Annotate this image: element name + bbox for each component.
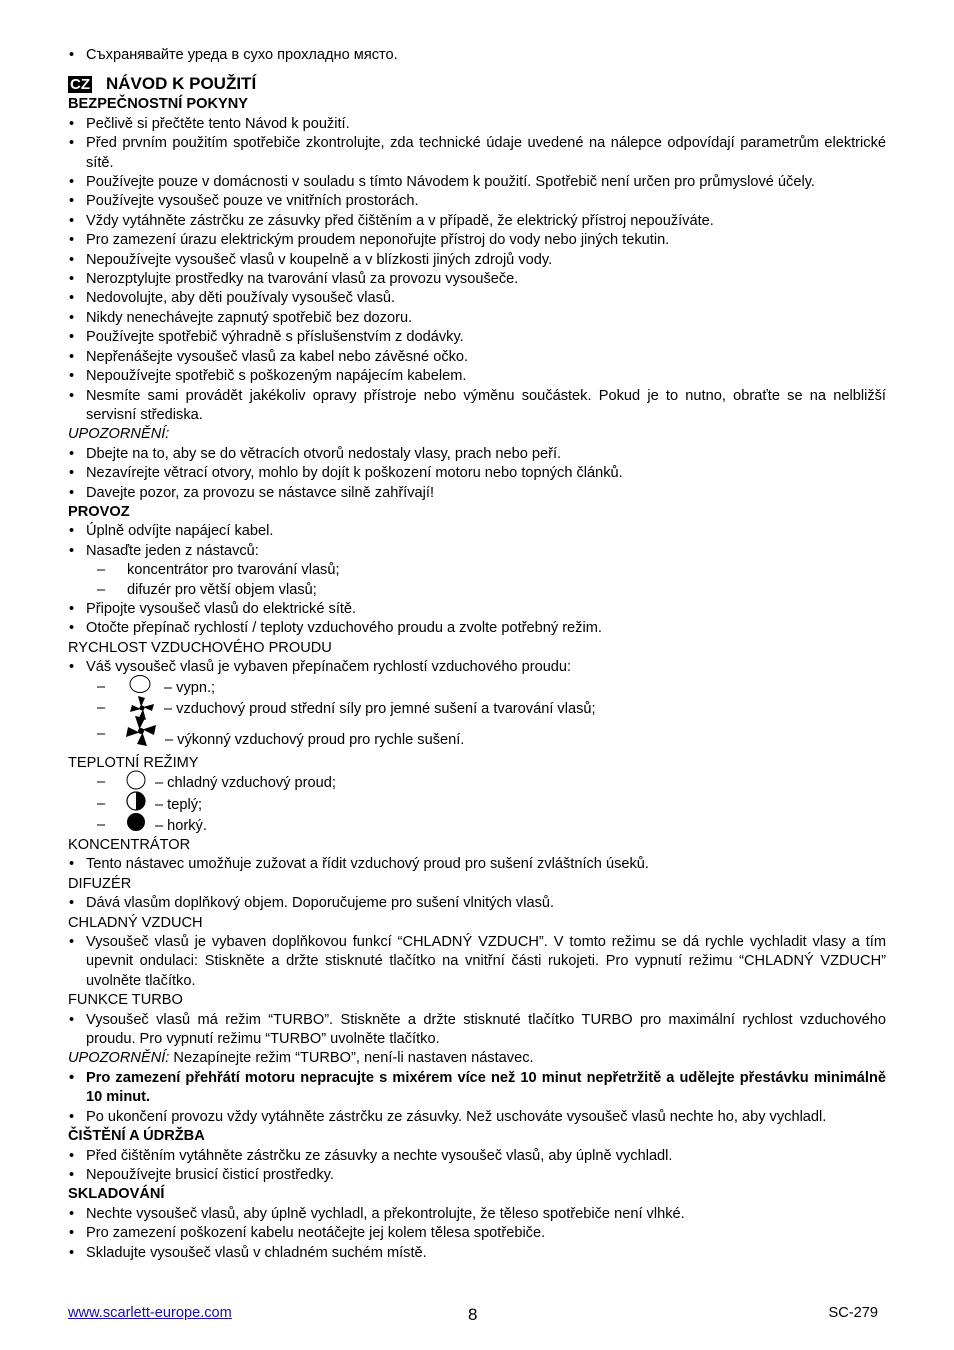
language-badge: CZ bbox=[70, 75, 90, 93]
option-label: – – výkonný vzduchový proud pro rychle sušení. bbox=[165, 731, 465, 748]
page-footer bbox=[68, 1304, 886, 1326]
safety-list bbox=[68, 115, 886, 426]
note-label: UPOZORNĚNÍ: bbox=[68, 1050, 170, 1067]
list-item: • Používejte vysoušeč pouze ve vnitřních prostorách. bbox=[68, 192, 886, 211]
list-item: • Připojte vysoušeč vlasů do elektrické sítě. bbox=[68, 600, 886, 619]
list-item: • Nepřenášejte vysoušeč vlasů za kabel nebo závěsné očko. bbox=[68, 348, 886, 367]
turbo-heading: FUNKCE TURBO bbox=[68, 992, 183, 1009]
operation-heading: PROVOZ bbox=[68, 503, 130, 520]
list-item: • Pro zamezení poškození kabelu neotáčejte jej kolem tělesa spotřebiče. bbox=[68, 1224, 886, 1243]
list-item: • Nerozptylujte prostředky na tvarování vlasů za provozu vysoušeče. bbox=[68, 270, 886, 289]
off-circle-icon bbox=[129, 674, 151, 694]
storage-heading: SKLADOVÁNÍ bbox=[68, 1186, 165, 1203]
large-fan-icon bbox=[125, 715, 157, 747]
option-label: – – teplý; bbox=[155, 797, 203, 813]
list-item: • Používejte spotřebič výhradně s příslušenstvím z dodávky. bbox=[68, 328, 886, 347]
temp-option bbox=[68, 795, 886, 816]
list-item: • Nepoužívejte spotřebič s poškozeným napájecím kabelem. bbox=[68, 367, 886, 386]
full-circle-icon bbox=[126, 811, 148, 833]
list-item: • Davejte pozor, za provozu se nástavce silně zahřívají! bbox=[68, 484, 886, 503]
turbo-note bbox=[68, 1049, 886, 1068]
warning-label: UPOZORNĚNÍ: bbox=[68, 426, 170, 443]
option-label: – – horký. bbox=[155, 818, 207, 834]
speed-heading: RYCHLOST VZDUCHOVÉHO PROUDU bbox=[68, 639, 332, 656]
list-item: • Nasaďte jeden z nástavců: bbox=[68, 542, 886, 561]
safety-heading: BEZPEČNOSTNÍ POKYNY bbox=[68, 96, 249, 113]
temp-option bbox=[68, 816, 886, 836]
note-text: Nezapínejte režim “TURBO”, není-li nastaven nástavec. bbox=[169, 1050, 534, 1067]
list-item: • Nepoužívejte brusicí čisticí prostředky. bbox=[68, 1166, 886, 1185]
section-title bbox=[68, 73, 886, 95]
list-item: • Pečlivě si přečtěte tento Návod k použití. bbox=[68, 115, 886, 134]
option-label: – – vzduchový proud střední síly pro jemné sušení a tvarování vlasů; bbox=[164, 700, 596, 717]
sub-item: – difuzér pro větší objem vlasů; bbox=[68, 581, 886, 600]
list-item: • Vždy vytáhněte zástrčku ze zásuvky před čištěním a v případě, že elektrický přístroj nepoužíváte. bbox=[68, 212, 886, 231]
speed-option bbox=[68, 699, 886, 725]
concentrator-heading: KONCENTRÁTOR bbox=[68, 837, 191, 853]
speed-option bbox=[68, 678, 886, 699]
list-item: • Nesmíte sami provádět jakékoliv opravy přístroje nebo výměnu součástek. Pokud je to nutno, obraťte se na nelbližší servisní střediska. bbox=[68, 387, 886, 426]
list-item: • Vysoušeč vlasů je vybaven doplňkovou funkcí “CHLADNÝ VZDUCH”. V tomto režimu se dá rychle vychladit vlasy a tím upevnit ondulaci: Stiskněte a držte stisknuté tlačítko na vnitřní části rukojeti. Pro vypnutí režimu “CHLADNÝ VZDUCH” uvolněte tlačítko. bbox=[68, 933, 886, 991]
temp-option bbox=[68, 773, 886, 795]
list-item: • Tento nástavec umožňuje zužovat a řídit vzduchový proud pro sušení zvláštních úseků. bbox=[68, 855, 886, 874]
temp-heading: TEPLOTNÍ REŽIMY bbox=[68, 754, 199, 771]
list-item: • Nikdy nenechávejte zapnutý spotřebič bez dozoru. bbox=[68, 309, 886, 328]
list-item: • Otočte přepínač rychlostí / teploty vzduchového proudu a zvolte potřebný režim. bbox=[68, 619, 886, 638]
half-circle-icon bbox=[126, 790, 148, 812]
cool-heading: CHLADNÝ VZDUCH bbox=[68, 914, 203, 931]
list-item: • Úplně odvíjte napájecí kabel. bbox=[68, 522, 886, 541]
empty-circle-icon bbox=[126, 770, 148, 790]
bullet-item: • Съхранявайте уреда в сухо прохладно място. bbox=[68, 46, 886, 65]
list-item: • Nechte vysoušeč vlasů, aby úplně vychladl, a překontrolujte, že těleso spotřebiče není vlhké. bbox=[68, 1205, 886, 1224]
manual-title: NÁVOD K POUŽITÍ bbox=[106, 74, 257, 94]
list-item: • Váš vysoušeč vlasů je vybaven přepínačem rychlostí vzduchového proudu: bbox=[68, 658, 886, 677]
list-item: • Nedovolujte, aby děti používaly vysoušeč vlasů. bbox=[68, 289, 886, 308]
diffuser-heading: DIFUZÉR bbox=[68, 875, 132, 892]
list-item: • Dbejte na to, aby se do větracích otvorů nedostaly vlasy, prach nebo peří. bbox=[68, 445, 886, 464]
list-item: • Nepoužívejte vysoušeč vlasů v koupelně a v blízkosti jiných zdrojů vody. bbox=[68, 251, 886, 270]
list-item: • Před prvním použitím spotřebiče zkontrolujte, zda technické údaje uvedené na nálepce odpovídají parametrům elektrické sítě. bbox=[68, 134, 886, 173]
list-item: • Po ukončení provozu vždy vytáhněte zástrčku ze zásuvky. Než uschováte vysoušeč vlasů nechte ho, aby vychladl. bbox=[68, 1108, 886, 1127]
model-number: SC-279 bbox=[828, 1305, 878, 1321]
speed-option bbox=[68, 725, 886, 754]
list-item: • Dává vlasům doplňkový objem. Doporučujeme pro sušení vlnitých vlasů. bbox=[68, 894, 886, 913]
sub-item: – koncentrátor pro tvarování vlasů; bbox=[68, 561, 886, 580]
website-link[interactable]: www.scarlett-europe.com bbox=[68, 1305, 232, 1321]
option-label: – – chladný vzduchový proud; bbox=[155, 775, 336, 791]
list-item: • Před čištěním vytáhněte zástrčku ze zásuvky a nechte vysoušeč vlasů, aby úplně vychladl. bbox=[68, 1147, 886, 1166]
list-item: • Pro zamezení úrazu elektrickým proudem neponořujte přístroj do vody nebo jiných tekutin. bbox=[68, 231, 886, 250]
page-content bbox=[68, 46, 886, 1263]
list-item: • Vysoušeč vlasů má režim “TURBO”. Stiskněte a držte stisknuté tlačítko TURBO pro maximální rychlost vzduchového proudu. Pro vypnutí režimu “TURBO” uvolněte tlačítko. bbox=[68, 1011, 886, 1050]
list-item: • Pro zamezení přehřátí motoru nepracujte s mixérem více než 10 minut nepřetržitě a udělejte přestávku minimálně 10 minut. bbox=[68, 1069, 886, 1108]
option-label: – – vypn.; bbox=[164, 679, 216, 696]
cleaning-heading: ČIŠTĚNÍ A ÚDRŽBA bbox=[68, 1128, 205, 1145]
list-item: • Používejte pouze v domácnosti v souladu s tímto Návodem k použití. Spotřebič není určen pro průmyslové účely. bbox=[68, 173, 886, 192]
page-number: 8 bbox=[468, 1305, 478, 1324]
list-item: • Nezavírejte větrací otvory, mohlo by dojít k poškození motoru nebo topných článků. bbox=[68, 464, 886, 483]
list-item: • Skladujte vysoušeč vlasů v chladném suchém místě. bbox=[68, 1244, 886, 1263]
